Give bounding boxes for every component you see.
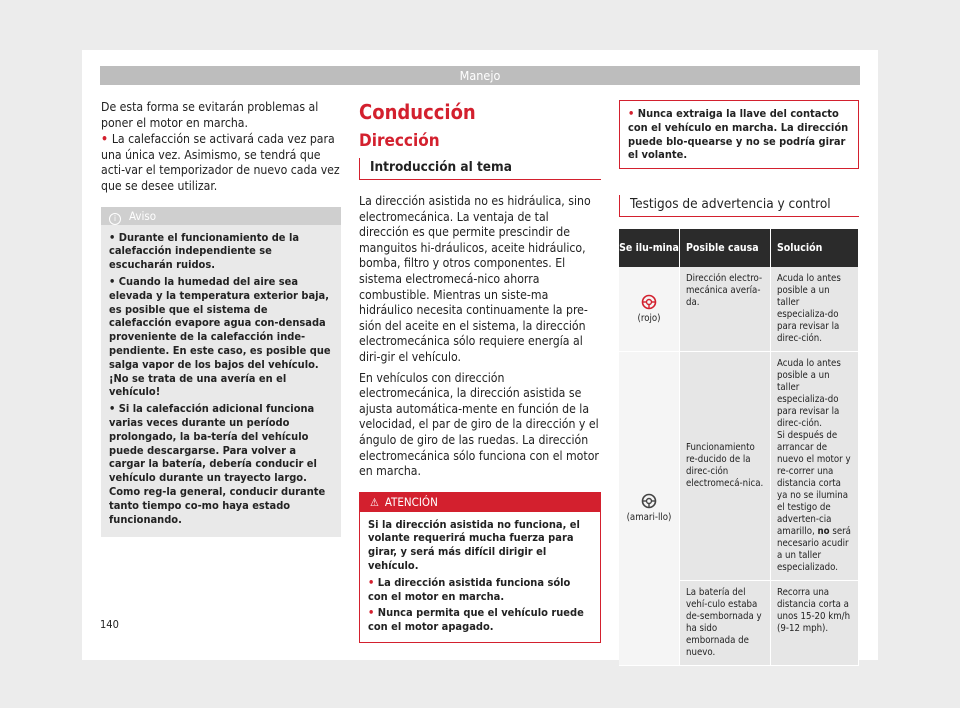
aviso-header bbox=[101, 207, 341, 225]
body-paragraph: La dirección asistida no es hidráulica, sino electromecánica. La ventaja de tal dirección es que permite prescindir de manguitos hi-dráulicos, aceite hidráulico, bomba, filtro y otros componentes. El sistema electromecá-nico ahorra combustible. Mientras un siste-ma hidráulico necesita continuamente la pre-sión del aceite en el sistema, la dirección electromecánica sólo requiere energía al diri-gir el vehículo. bbox=[359, 194, 591, 364]
lamp-color-label: (rojo) bbox=[637, 312, 661, 324]
bullet-icon: • bbox=[628, 107, 638, 120]
causa-cell: Funcionamiento re-ducido de la direc-ción electromecá-nica. bbox=[680, 352, 771, 581]
causa-cell: Dirección electro-mecánica avería-da. bbox=[680, 267, 771, 352]
intro-paragraph: De esta forma se evitarán problemas al poner el motor en marcha. bbox=[101, 100, 319, 130]
warning-lights-table bbox=[619, 229, 859, 666]
bullet-icon: • bbox=[109, 402, 119, 416]
column-left bbox=[101, 100, 341, 537]
bullet-icon: • bbox=[368, 575, 378, 589]
warning-icon: ⚠ bbox=[370, 495, 379, 509]
solucion-cell: Acuda lo antes posible a un taller especializa-do para revisar la direc-ción. Si después de arrancar de nuevo el motor y re-correr una distancia corta ya no se ilumina el testigo de adverten-cia amarillo, no será necesario acudir a un taller especializado. bbox=[771, 352, 859, 581]
chapter-title: Conducción bbox=[359, 100, 476, 124]
atencion-header bbox=[360, 493, 600, 512]
list-item: • Nunca extraiga la llave del contacto con el vehículo en marcha. La dirección puede blo-quearse y no se podría girar el volante. bbox=[628, 107, 849, 162]
bullet-icon: • bbox=[368, 606, 378, 620]
subsection-title: Introducción al tema bbox=[359, 158, 601, 180]
lamp-cell bbox=[619, 267, 680, 352]
column-right bbox=[619, 100, 859, 666]
body-paragraph: En vehículos con dirección electromecánica, la dirección asistida se ajusta automática-mente en función de la velocidad, el par de giro de la dirección y el ángulo de giro de las ruedas. La dirección electromecánica sólo funciona con el motor en marcha. bbox=[359, 370, 599, 479]
page-header: Manejo bbox=[100, 66, 860, 85]
solucion-cell: Acuda lo antes posible a un taller especializa-do para revisar la direc-ción. bbox=[771, 267, 859, 352]
bullet-icon: • bbox=[109, 230, 119, 244]
column-middle bbox=[359, 100, 601, 643]
section-title: Dirección bbox=[359, 131, 440, 151]
list-item: • Durante el funcionamiento de la calefacción independiente se escucharán ruidos. bbox=[109, 230, 300, 272]
col-header-solucion: Solución bbox=[771, 229, 859, 267]
aviso-box bbox=[101, 207, 341, 538]
solucion-cell: Recorra una distancia corta a unos 15-20 km/h (9-12 mph). bbox=[771, 581, 859, 666]
table-row bbox=[619, 352, 859, 581]
col-header-se-ilumina: Se ilu-mina bbox=[619, 229, 680, 267]
bullet-icon: • bbox=[109, 274, 119, 288]
aviso-title: Aviso bbox=[129, 208, 157, 223]
atencion-title: ATENCIÓN bbox=[384, 494, 438, 509]
table-title: Testigos de advertencia y control bbox=[619, 195, 859, 217]
atencion-body bbox=[360, 512, 600, 642]
list-item: • La dirección asistida funciona sólo con el motor en marcha. bbox=[368, 575, 571, 603]
list-item: • Cuando la humedad del aire sea elevada y la temperatura exterior baja, es posible que el sistema de calefacción evapore agua con-densada proveniente de la calefacción inde-pendiente. En este caso, es posible que salga vapor de los bajos del vehículo. ¡No se trata de una avería en el vehículo! bbox=[109, 274, 331, 399]
lamp-color-label: (amari-llo) bbox=[626, 512, 672, 524]
info-icon: i bbox=[109, 213, 121, 225]
steering-warning-icon bbox=[641, 493, 657, 509]
list-item: • Si la calefacción adicional funciona varias veces durante un período prolongado, la ba-tería del vehículo puede descargarse. Para volver a cargar la batería, debería conducir el vehículo durante un trayecto largo. Como reg-la general, conducir durante tanto tiempo co-mo haya estado funcionando. bbox=[109, 402, 326, 526]
table-header-row bbox=[619, 229, 859, 267]
page-number: 140 bbox=[100, 618, 119, 631]
table-row bbox=[619, 267, 859, 352]
list-item: • Nunca permita que el vehículo ruede con el motor apagado. bbox=[368, 606, 584, 634]
atencion-text: Si la dirección asistida no funciona, el volante requerirá mucha fuerza para girar, y será más difícil dirigir el vehículo. bbox=[368, 517, 580, 573]
list-item: • La calefacción se activará cada vez para una única vez. Asimismo, se tendrá que acti-var el temporizador de nuevo cada vez que se desee utilizar. bbox=[101, 132, 340, 193]
col-header-causa: Posible causa bbox=[680, 229, 771, 267]
lamp-cell bbox=[619, 352, 680, 666]
steering-warning-icon bbox=[641, 294, 657, 310]
bullet-icon: • bbox=[101, 132, 112, 147]
warning-box bbox=[619, 100, 859, 169]
causa-cell: La batería del vehí-culo estaba de-sembornada y ha sido embornada de nuevo. bbox=[680, 581, 771, 666]
aviso-body bbox=[101, 225, 341, 538]
atencion-box bbox=[359, 492, 601, 643]
